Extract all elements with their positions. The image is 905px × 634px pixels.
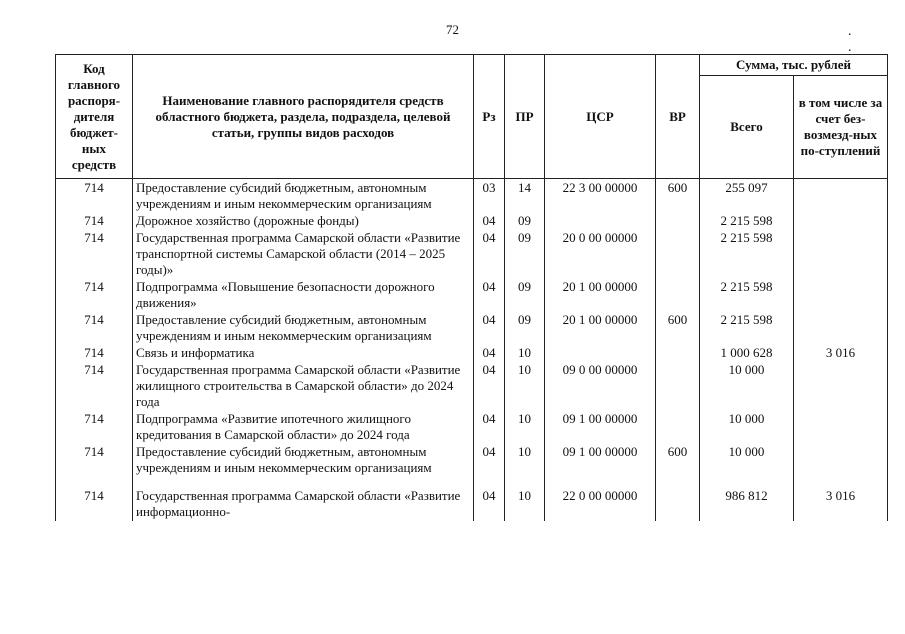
cell-name: Государственная программа Самарской области «Развитие жилищного строительства в Самарской области» до 2024 года [133,362,474,411]
cell-pr: 10 [505,411,545,444]
cell-name: Подпрограмма «Развитие ипотечного жилищного кредитования в Самарской области» до 2024 года [133,411,474,444]
cell-total: 1 000 628 [700,345,794,362]
page-number: 72 [446,22,459,37]
cell-code: 714 [56,312,133,345]
cell-pr: 14 [505,179,545,214]
header-vr: ВР [656,55,700,179]
cell-incl [794,179,888,214]
cell-pr: 09 [505,312,545,345]
cell-csr: 09 0 00 00000 [545,362,656,411]
cell-total: 2 215 598 [700,312,794,345]
table-row [56,179,888,214]
table-header [56,55,888,179]
cell-vr [656,488,700,521]
cell-total: 2 215 598 [700,230,794,279]
cell-name: Государственная программа Самарской области «Развитие транспортной системы Самарской области (2014 – 2025 годы)» [133,230,474,279]
table-row [56,279,888,312]
header-pr: ПР [505,55,545,179]
cell-incl [794,362,888,411]
cell-total: 2 215 598 [700,213,794,230]
cell-rz: 04 [474,230,505,279]
cell-rz: 04 [474,213,505,230]
cell-rz: 04 [474,362,505,411]
cell-csr: 09 1 00 00000 [545,444,656,477]
cell-name: Предоставление субсидий бюджетным, автономным учреждениям и иным некоммерческим организациям [133,179,474,214]
cell-csr: 20 0 00 00000 [545,230,656,279]
cell-total: 2 215 598 [700,279,794,312]
header-rz: Рз [474,55,505,179]
header-total: Всего [700,76,794,179]
cell-vr: 600 [656,444,700,477]
cell-csr [545,213,656,230]
cell-csr: 22 3 00 00000 [545,179,656,214]
header-csr: ЦСР [545,55,656,179]
cell-name: Связь и информатика [133,345,474,362]
header-sum-group: Сумма, тыс. рублей [700,55,888,76]
cell-code: 714 [56,213,133,230]
cell-code: 714 [56,488,133,521]
cell-csr: 20 1 00 00000 [545,279,656,312]
cell-total: 10 000 [700,362,794,411]
cell-vr: 600 [656,179,700,214]
cell-code: 714 [56,279,133,312]
table-row [56,230,888,279]
cell-code: 714 [56,411,133,444]
header-name: Наименование главного распорядителя средств областного бюджета, раздела, подраздела, целевой статьи, группы видов расходов [133,55,474,179]
header-code: Код главного распоря-дителя бюджет-ных средств [56,55,133,179]
cell-incl [794,230,888,279]
table-row [56,488,888,521]
cell-total: 10 000 [700,411,794,444]
cell-code: 714 [56,179,133,214]
cell-vr [656,279,700,312]
cell-csr: 22 0 00 00000 [545,488,656,521]
cell-csr [545,345,656,362]
cell-rz: 04 [474,345,505,362]
cell-rz: 04 [474,411,505,444]
cell-vr [656,345,700,362]
header-incl: в том числе за счет без-возмезд-ных по-ступлений [794,76,888,179]
cell-code: 714 [56,345,133,362]
budget-table [55,54,888,521]
cell-incl [794,444,888,477]
cell-incl: 3 016 [794,488,888,521]
table-row [56,411,888,444]
cell-incl [794,279,888,312]
cell-vr [656,362,700,411]
cell-csr: 20 1 00 00000 [545,312,656,345]
cell-pr: 09 [505,230,545,279]
cell-vr [656,230,700,279]
cell-total: 255 097 [700,179,794,214]
cell-incl [794,213,888,230]
cell-pr: 10 [505,345,545,362]
cell-pr: 10 [505,444,545,477]
cell-name: Подпрограмма «Повышение безопасности дорожного движения» [133,279,474,312]
cell-incl: 3 016 [794,345,888,362]
cell-name: Предоставление субсидий бюджетным, автономным учреждениям и иным некоммерческим организациям [133,312,474,345]
cell-rz: 04 [474,444,505,477]
cell-pr: 10 [505,488,545,521]
cell-vr [656,213,700,230]
table-row [56,213,888,230]
cell-rz: 04 [474,279,505,312]
cell-name: Предоставление субсидий бюджетным, автономным учреждениям и иным некоммерческим организациям [133,444,474,477]
cell-name: Дорожное хозяйство (дорожные фонды) [133,213,474,230]
table-row [56,362,888,411]
table-body [56,179,888,522]
cell-total: 986 812 [700,488,794,521]
cell-code: 714 [56,230,133,279]
cell-incl [794,312,888,345]
cell-incl [794,411,888,444]
cell-pr: 09 [505,213,545,230]
cell-total: 10 000 [700,444,794,477]
cell-code: 714 [56,362,133,411]
cell-vr: 600 [656,312,700,345]
cell-pr: 09 [505,279,545,312]
corner-marks: . . [848,24,874,55]
cell-rz: 03 [474,179,505,214]
cell-code: 714 [56,444,133,477]
cell-vr [656,411,700,444]
table-row [56,444,888,477]
cell-name: Государственная программа Самарской области «Развитие информационно- [133,488,474,521]
table-row [56,345,888,362]
cell-pr: 10 [505,362,545,411]
row-spacer [56,477,888,488]
cell-rz: 04 [474,312,505,345]
cell-csr: 09 1 00 00000 [545,411,656,444]
cell-rz: 04 [474,488,505,521]
table-row [56,312,888,345]
